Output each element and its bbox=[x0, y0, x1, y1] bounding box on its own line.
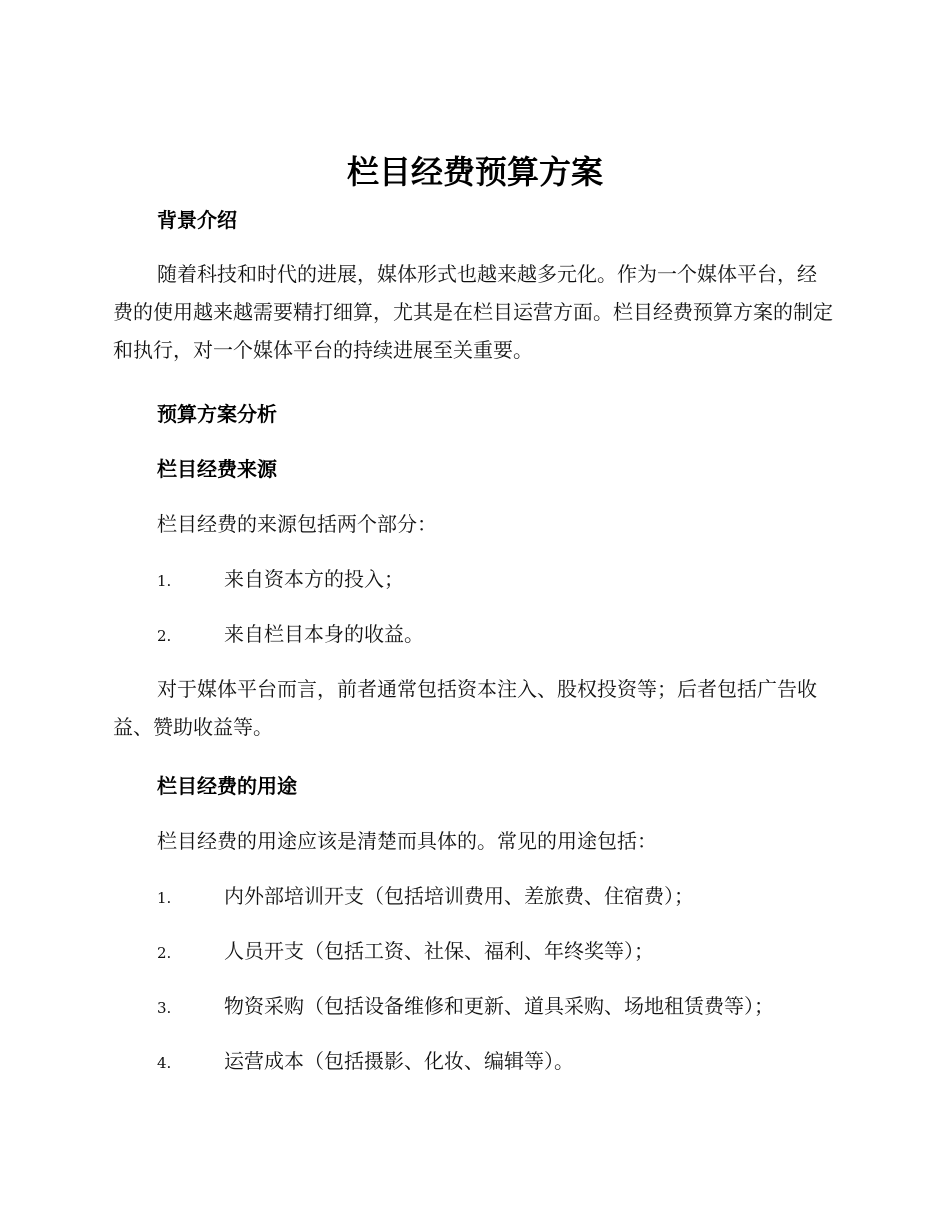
list-item bbox=[157, 565, 857, 595]
paragraph-background: 随着科技和时代的进展，媒体形式也越来越多元化。作为一个媒体平台，经费的使用越来越需要精打细算，尤其是在栏目运营方面。栏目经费预算方案的制定和执行，对一个媒体平台的持续进展至关重要。 bbox=[113, 262, 833, 362]
document-title: 栏目经费预算方案 bbox=[346, 153, 603, 191]
list-number: 4. bbox=[157, 1054, 172, 1072]
list-item bbox=[157, 620, 857, 650]
list-text: 人员开支（包括工资、社保、福利、年终奖等）； bbox=[224, 939, 654, 963]
list-item bbox=[157, 882, 857, 912]
list-number: 1. bbox=[157, 889, 172, 907]
list-item bbox=[157, 937, 857, 967]
list-text: 来自资本方的投入； bbox=[224, 567, 404, 591]
list-text: 来自栏目本身的收益。 bbox=[224, 622, 424, 646]
heading-usage: 栏目经费的用途 bbox=[157, 774, 297, 798]
source-intro: 栏目经费的来源包括两个部分： bbox=[157, 512, 437, 536]
heading-source: 栏目经费来源 bbox=[157, 457, 277, 481]
heading-background: 背景介绍 bbox=[157, 208, 237, 232]
list-number: 2. bbox=[157, 944, 172, 962]
usage-intro: 栏目经费的用途应该是清楚而具体的。常见的用途包括： bbox=[157, 829, 657, 853]
list-text: 内外部培训开支（包括培训费用、差旅费、住宿费）； bbox=[224, 884, 694, 908]
list-number: 2. bbox=[157, 627, 172, 645]
paragraph-source: 对于媒体平台而言，前者通常包括资本注入、股权投资等；后者包括广告收益、赞助收益等。 bbox=[113, 677, 817, 739]
list-item bbox=[157, 992, 857, 1022]
list-item bbox=[157, 1047, 857, 1077]
heading-analysis: 预算方案分析 bbox=[157, 402, 277, 426]
list-text: 物资采购（包括设备维修和更新、道具采购、场地租赁费等）； bbox=[224, 994, 774, 1018]
list-number: 1. bbox=[157, 572, 172, 590]
list-number: 3. bbox=[157, 999, 172, 1017]
list-text: 运营成本（包括摄影、化妆、编辑等）。 bbox=[224, 1049, 574, 1073]
